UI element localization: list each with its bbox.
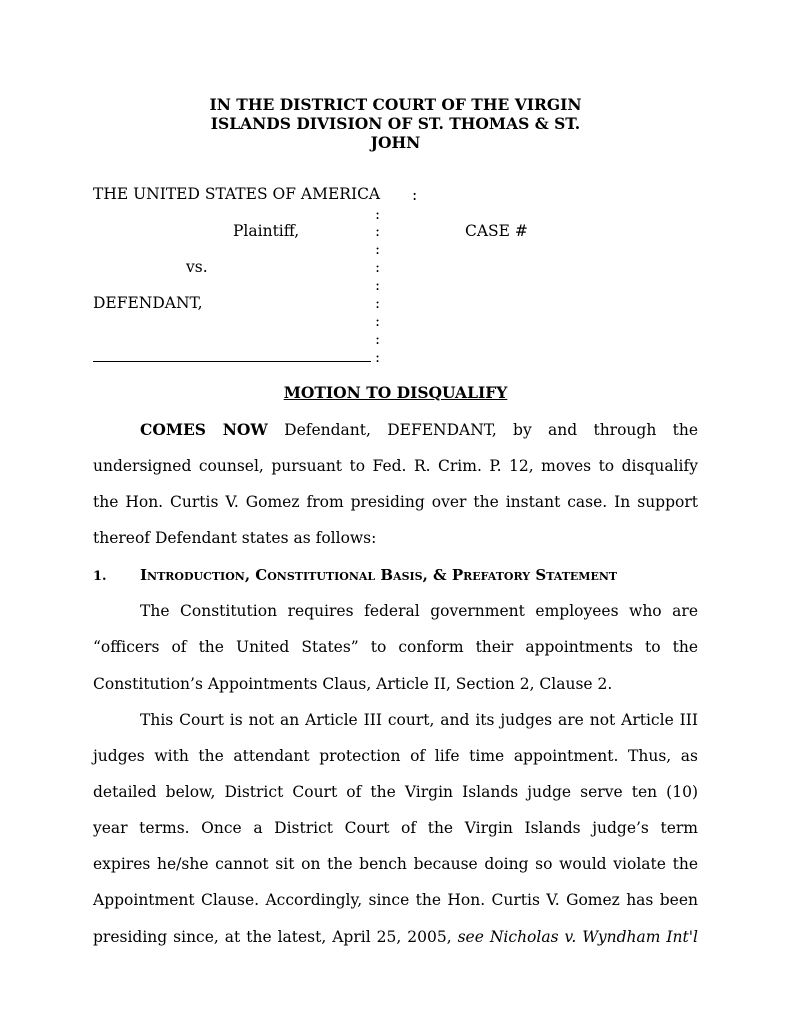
court-name-line-3: JOHN [370, 133, 421, 152]
caption-colon: : [375, 294, 381, 312]
citation-signal: see [457, 928, 484, 946]
intro-line-2: undersigned counsel, pursuant to Fed. R. Crim. P. 12, moves to disqualify [93, 457, 698, 475]
intro-line-1 [140, 420, 698, 440]
caption-plaintiff-label: Plaintiff, [233, 222, 300, 240]
intro-line-4: thereof Defendant states as follows: [93, 529, 377, 547]
case-number-label: CASE # [465, 222, 528, 240]
court-name-line-2: ISLANDS DIVISION OF ST. THOMAS & ST. [210, 114, 581, 133]
case-citation: Nicholas v. Wyndham Int'l [483, 928, 698, 946]
para1-line-1: The Constitution requires federal government employees who are [140, 602, 698, 620]
para2-line-5: expires he/she cannot sit on the bench because doing so would violate the [93, 855, 698, 873]
intro-line-3: the Hon. Curtis V. Gomez from presiding over the instant case. In support [93, 493, 698, 511]
caption-colon: : [375, 258, 381, 276]
section-heading [93, 565, 617, 587]
caption-colon: : [375, 348, 381, 366]
para2-line-7-start: presiding since, at the latest, April 25, 2005, [93, 928, 458, 946]
caption-signature-line [93, 361, 371, 362]
caption-colon: : [375, 312, 381, 330]
section-number: 1. [93, 569, 107, 584]
section-heading-text: Introduction, Constitutional Basis, & Prefatory Statement [140, 566, 618, 584]
caption-colon: : [412, 186, 418, 204]
para2-line-1: This Court is not an Article III court, and its judges are not Article III [140, 711, 698, 729]
para2-line-7 [93, 927, 698, 947]
caption-colon: : [375, 276, 381, 294]
intro-line-1-rest: Defendant, DEFENDANT, by and through the [267, 421, 698, 439]
caption-colon: : [375, 205, 381, 223]
para2-line-6: Appointment Clause. Accordingly, since the Hon. Curtis V. Gomez has been [93, 891, 698, 909]
para2-line-3: detailed below, District Court of the Virgin Islands judge serve ten (10) [93, 783, 698, 801]
comes-now-lead: COMES NOW [140, 420, 268, 439]
para1-line-3: Constitution’s Appointments Claus, Article II, Section 2, Clause 2. [93, 675, 613, 693]
caption-versus: vs. [186, 258, 208, 276]
caption-party-plaintiff: THE UNITED STATES OF AMERICA [93, 185, 381, 203]
caption-colon: : [375, 240, 381, 258]
para2-line-2: judges with the attendant protection of life time appointment. Thus, as [93, 747, 698, 765]
caption-colon: : [375, 330, 381, 348]
motion-title: MOTION TO DISQUALIFY [283, 383, 508, 402]
caption-party-defendant: DEFENDANT, [93, 294, 203, 312]
caption-colon: : [375, 222, 381, 240]
para2-line-4: year terms. Once a District Court of the Virgin Islands judge’s term [93, 819, 698, 837]
para1-line-2: “officers of the United States” to conform their appointments to the [93, 638, 698, 656]
court-name-line-1: IN THE DISTRICT COURT OF THE VIRGIN [209, 95, 582, 114]
